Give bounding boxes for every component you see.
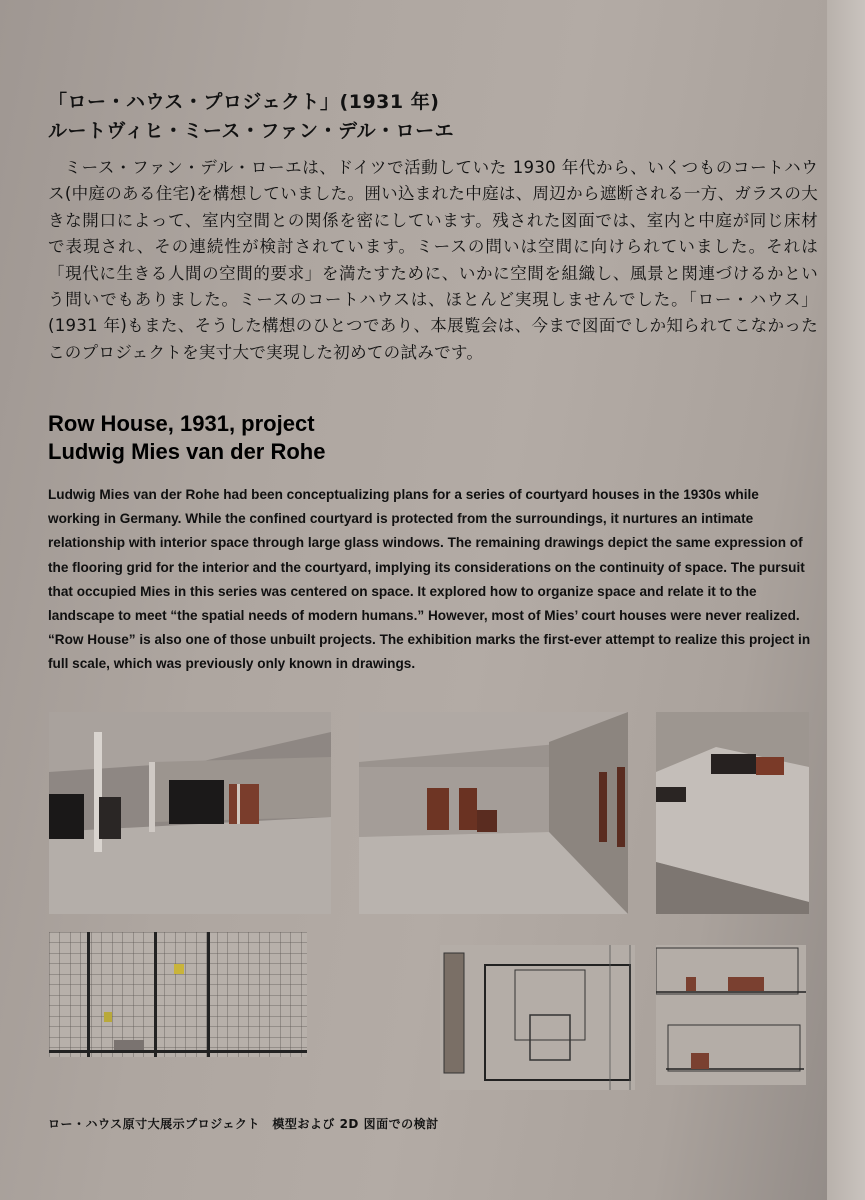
japanese-body: [48, 155, 818, 366]
english-body: [48, 483, 813, 677]
english-body-text: Ludwig Mies van der Rohe had been conceptualizing plans for a series of courtyard houses in the 1930s while working in Germany. While the confined courtyard is protected from the surroundings, it nurtures an intimate relationship with interior space through large glass windows. The remaining drawings depict the same expression of the flooring grid for the interior and the courtyard, implying its considerations on the continuity of space. The pursuit that occupied Mies in this series was centered on space. It explored how to organize space and relate it to the landscape to meet “the spatial needs of modern humans.” However, most of Mies’ court houses were never realized. “Row House” is also one of those unbuilt projects. The exhibition marks the first-ever attempt to realize this project in full scale, which was previously only known in drawings.: [48, 487, 811, 672]
japanese-title-line1: 「ロー・ハウス・プロジェクト」(1931 年): [48, 91, 440, 113]
floor-plan-drawing-1: [49, 932, 307, 1057]
floor-plan-drawing-2: [440, 945, 635, 1090]
japanese-title-line2: ルートヴィヒ・ミース・ファン・デル・ローエ: [48, 120, 455, 142]
english-title-line2: Ludwig Mies van der Rohe: [48, 439, 326, 464]
model-render-3: [656, 712, 809, 914]
figure-caption: ロー・ハウス原寸大展示プロジェクト 模型および 2D 図面での検討: [48, 1117, 439, 1131]
elevation-drawings: [656, 945, 806, 1085]
model-render-2: [359, 712, 628, 914]
panel-edge: [827, 0, 865, 1200]
english-title-line1: Row House, 1931, project: [48, 411, 315, 436]
model-render-1: [49, 712, 331, 914]
japanese-body-text: ミース・ファン・デル・ローエは、ドイツで活動していた 1930 年代から、いくつものコートハウス(中庭のある住宅)を構想していました。囲い込まれた中庭は、周辺から遮断される一方、ガラスの大きな開口によって、室内空間との関係を密にしています。残された図面では、室内と中庭が同じ床材で表現され、その連続性が検討されています。ミースの問いは空間に向けられていました。それは「現代に生きる人間の空間的要求」を満たすために、いかに空間を組織し、風景と関連づけるかという問いでもありました。ミースのコートハウスは、ほとんど実現しませんでした。「ロー・ハウス」(1931 年)もまた、そうした構想のひとつであり、本展覧会は、今まで図面でしか知られてこなかったこのプロジェクトを実寸大で実現した初めての試みです。: [48, 158, 818, 362]
english-title: [48, 410, 808, 466]
japanese-title: [48, 88, 808, 146]
